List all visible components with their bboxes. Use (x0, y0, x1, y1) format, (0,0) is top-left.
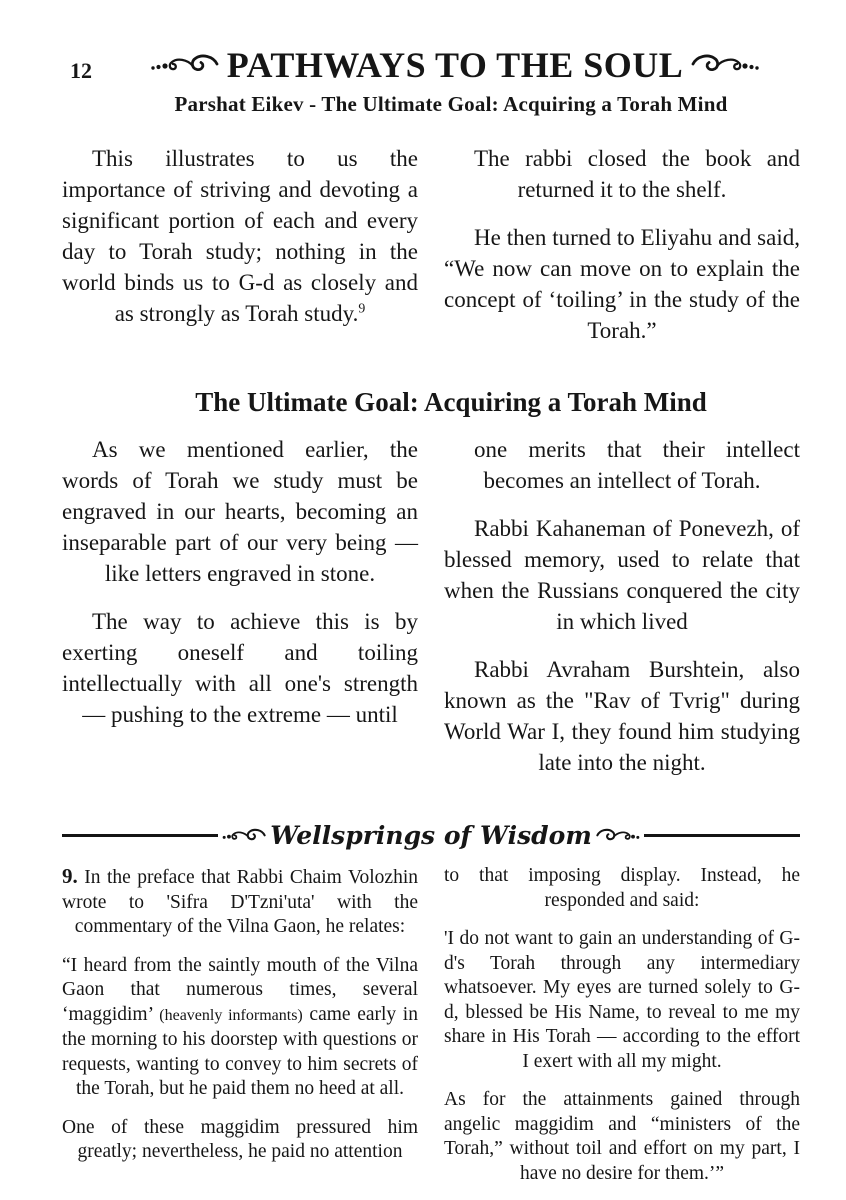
footnotes-left-column (62, 864, 418, 1179)
section-heading: The Ultimate Goal: Acquiring a Torah Mind (195, 387, 707, 417)
footnote-paragraph: One of these maggidim pressured him greatly; nevertheless, he paid no attention (62, 1116, 418, 1162)
paragraph: Rabbi Avraham Burshtein, also known as the "Rav of Tvrig" during World War I, they found him studying late into the night. (444, 657, 800, 775)
footnote-paragraph: to that imposing display. Instead, he responded and said: (444, 865, 800, 911)
title-row (110, 44, 800, 86)
main-right-column (444, 434, 800, 795)
paragraph (62, 143, 418, 329)
intro-right-column (444, 143, 800, 363)
intro-left-column (62, 143, 418, 346)
flourish-left-icon (149, 53, 219, 77)
divider-flourish-right-icon (596, 827, 644, 845)
paragraph: Rabbi Kahaneman of Ponevezh, of blessed memory, used to relate that when the Russians conquered the city in which lived (444, 516, 800, 634)
footnote-paragraph: As for the attainments gained through angelic maggidim and “ministers of the Torah,” without toil and effort on my part, I have no desire for them.’” (444, 1089, 800, 1184)
main-section (62, 434, 800, 795)
footnote-paragraph (62, 864, 418, 940)
flourish-right-icon (691, 53, 761, 77)
paragraph-text: This illustrates to us the importance of striving and devoting a significant portion of each and every day to Torah study; nothing in the world binds us to G-d as closely and as strongly as Torah study. (62, 146, 418, 326)
page-title: PATHWAYS TO THE SOUL (226, 45, 684, 85)
main-left-column (62, 434, 418, 747)
intro-section (62, 143, 800, 363)
footnote-paragraph (62, 954, 418, 1102)
footnote-text: In the preface that Rabbi Chaim Volozhin wrote to 'Sifra D'Tzni'uta' with the commentary of the Vilna Gaon, he relates: (62, 867, 419, 937)
divider-rule-left (62, 834, 218, 837)
footnote-parenthetical: (heavenly informants) (159, 1006, 303, 1024)
footnote-paragraph: 'I do not want to gain an understanding of G-d's Torah through any intermediary whatsoever. My eyes are turned solely to G-d, blessed be His Name, to reveal to me my share in His Torah — according to the effort I exert with all my might. (444, 928, 800, 1072)
divider-title: Wellsprings of Wisdom (270, 821, 592, 850)
page-header (62, 44, 800, 117)
paragraph: The rabbi closed the book and returned it to the shelf. (474, 146, 800, 202)
paragraph: As we mentioned earlier, the words of Torah we study must be engraved in our hearts, becoming an inseparable part of our very being — like letters engraved in stone. (62, 437, 418, 586)
footnotes-section (62, 864, 800, 1200)
footnote-reference: 9 (358, 300, 366, 316)
divider-rule-right (644, 834, 800, 837)
paragraph: The way to achieve this is by exerting oneself and toiling intellectually with all one's strength — pushing to the extreme — until (62, 609, 418, 727)
footnotes-right-column (444, 864, 800, 1200)
footnote-number: 9. (62, 864, 78, 888)
wellsprings-divider (62, 821, 800, 850)
divider-flourish-left-icon (218, 827, 266, 845)
page-subtitle: Parshat Eikev - The Ultimate Goal: Acquiring a Torah Mind (174, 92, 728, 116)
page-number: 12 (70, 58, 92, 83)
footnote-text: came early in the morning to his doorstep with questions or requests, wanting to convey to him secrets of the Torah, but he paid them no heed at all. (62, 1003, 418, 1099)
paragraph: one merits that their intellect becomes an intellect of Torah. (474, 437, 800, 493)
paragraph: He then turned to Eliyahu and said, “We now can move on to explain the concept of ‘toiling’ in the study of the Torah.” (444, 225, 800, 343)
footnote-text: “I heard from the saintly mouth of the Vilna Gaon that numerous times, several ‘maggidim’ (62, 954, 418, 1025)
